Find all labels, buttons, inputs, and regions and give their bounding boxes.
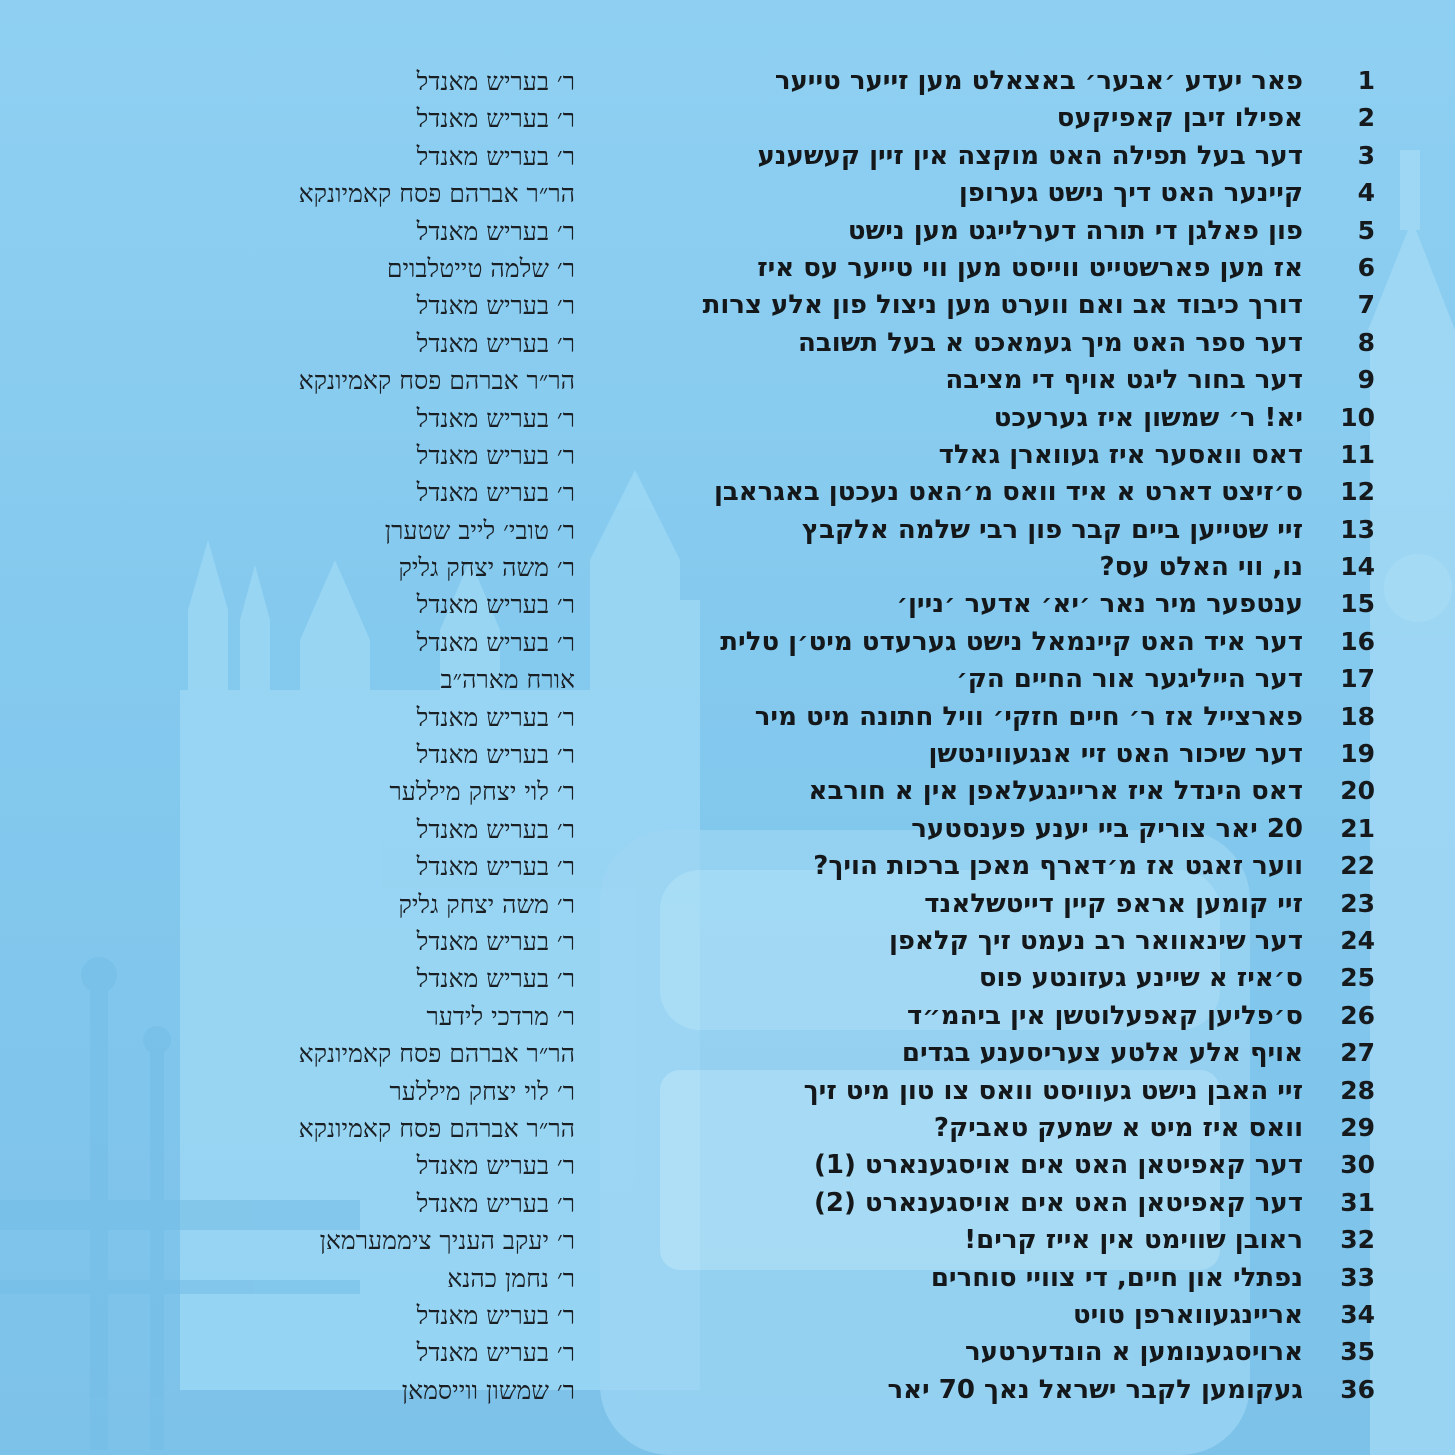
track-artist: ר׳ בעריש מאנדל bbox=[416, 440, 575, 470]
track-title: קיינער האט דיך נישט גערופן bbox=[958, 178, 1303, 209]
track-row bbox=[0, 848, 1455, 885]
track-number: 7 bbox=[1357, 290, 1375, 320]
track-title: ראובן שווימט אין אייז קרים! bbox=[964, 1225, 1303, 1256]
track-artist: אורח מארה״ב bbox=[440, 665, 575, 695]
track-artist: ר׳ בעריש מאנדל bbox=[416, 627, 575, 657]
track-artist: ר׳ נחמן כהנא bbox=[447, 1263, 575, 1293]
track-artist: הר״ר אברהם פסח קאמיונקא bbox=[298, 1113, 575, 1143]
track-title: פאר יעדע ׳אבער׳ באצאלט מען זייער טייער bbox=[774, 66, 1303, 96]
track-title: אריינגעווארפן טויט bbox=[1072, 1299, 1303, 1330]
track-title: ס׳פליען קאפעלוטשן אין ביהמ״ד bbox=[907, 1000, 1303, 1031]
track-artist: ר׳ בעריש מאנדל bbox=[416, 814, 575, 844]
track-artist: ר׳ בעריש מאנדל bbox=[416, 964, 575, 994]
track-artist: ר׳ משה יצחק גליק bbox=[398, 553, 575, 583]
track-row bbox=[0, 1147, 1455, 1184]
track-artist: ר׳ בעריש מאנדל bbox=[416, 1151, 575, 1181]
track-artist: ר׳ טובי׳ לייב שטערן bbox=[384, 515, 575, 545]
track-row bbox=[0, 886, 1455, 923]
track-title: דער שיכור האט זיי אנגעווינטשן bbox=[928, 739, 1303, 770]
track-row bbox=[0, 1334, 1455, 1371]
track-number: 8 bbox=[1357, 327, 1375, 357]
track-artist: ר׳ בעריש מאנדל bbox=[416, 478, 575, 508]
track-number: 33 bbox=[1340, 1262, 1375, 1292]
track-artist: ר׳ בעריש מאנדל bbox=[416, 104, 575, 134]
track-row bbox=[0, 960, 1455, 997]
track-title: פארצייל אז ר׳ חיים חזקי׳ וויל חתונה מיט מיר bbox=[754, 701, 1303, 732]
track-row bbox=[0, 624, 1455, 661]
track-artist: ר׳ מרדכי לידער bbox=[426, 1001, 575, 1031]
track-artist: הר״ר אברהם פסח קאמיונקא bbox=[298, 179, 575, 209]
track-number: 16 bbox=[1340, 626, 1375, 656]
track-artist: ר׳ לוי יצחק מיללער bbox=[389, 777, 575, 807]
track-number: 26 bbox=[1340, 1000, 1375, 1030]
track-artist: ר׳ יעקב העניך ציממערמאן bbox=[319, 1226, 575, 1256]
track-title: אז מען פארשטייט ווייסט מען ווי טייער עס איז bbox=[757, 252, 1303, 283]
track-number: 21 bbox=[1340, 813, 1375, 843]
track-list bbox=[0, 63, 1455, 1409]
track-artist: ר׳ בעריש מאנדל bbox=[416, 291, 575, 321]
track-title: דער הייליגער אור החיים הק׳ bbox=[956, 664, 1303, 695]
track-artist: ר׳ בעריש מאנדל bbox=[416, 1188, 575, 1218]
track-row bbox=[0, 998, 1455, 1035]
track-number: 18 bbox=[1340, 701, 1375, 731]
track-number: 9 bbox=[1357, 365, 1375, 395]
track-artist: ר׳ שלמה טייטלבוים bbox=[386, 253, 575, 283]
track-row bbox=[0, 736, 1455, 773]
track-number: 32 bbox=[1340, 1225, 1375, 1255]
track-title: פון פאלגן די תורה דערלייגט מען נישט bbox=[847, 215, 1303, 246]
track-row bbox=[0, 699, 1455, 736]
track-title: 20 יאר צוריק ביי יענע פענסטער bbox=[911, 813, 1303, 844]
track-row bbox=[0, 400, 1455, 437]
track-number: 30 bbox=[1340, 1150, 1375, 1180]
track-row bbox=[0, 362, 1455, 399]
track-number: 14 bbox=[1340, 552, 1375, 582]
track-artist: ר׳ בעריש מאנדל bbox=[416, 590, 575, 620]
track-title: זיי האבן נישט געוויסט וואס צו טון מיט זיך bbox=[803, 1075, 1303, 1106]
track-title: דער קאפיטאן האט אים אויסגענארט (1) bbox=[814, 1150, 1303, 1181]
track-number: 35 bbox=[1340, 1337, 1375, 1367]
track-number: 12 bbox=[1340, 477, 1375, 507]
track-title: וואס איז מיט א שמעק טאביק? bbox=[933, 1112, 1303, 1143]
track-number: 15 bbox=[1340, 589, 1375, 619]
track-number: 24 bbox=[1340, 925, 1375, 955]
track-artist: ר׳ בעריש מאנדל bbox=[416, 216, 575, 246]
track-number: 2 bbox=[1357, 103, 1375, 133]
track-number: 20 bbox=[1340, 776, 1375, 806]
track-title: דאס הינדל איז אריינגעלאפן אין א חורבא bbox=[808, 776, 1303, 807]
track-number: 17 bbox=[1340, 664, 1375, 694]
track-artist: ר׳ בעריש מאנדל bbox=[416, 67, 575, 96]
track-title: דער קאפיטאן האט אים אויסגענארט (2) bbox=[814, 1187, 1303, 1218]
track-title: ענטפער מיר נאר ׳יא׳ אדער ׳ניין׳ bbox=[896, 589, 1303, 620]
track-title: זיי שטייען ביים קבר פון רבי שלמה אלקבץ bbox=[801, 514, 1303, 545]
track-number: 4 bbox=[1357, 178, 1375, 208]
track-title: דער שינאוואר רב נעמט זיך קלאפן bbox=[888, 925, 1303, 956]
track-number: 28 bbox=[1340, 1075, 1375, 1105]
track-artist: ר׳ בעריש מאנדל bbox=[416, 852, 575, 882]
track-number: 31 bbox=[1340, 1187, 1375, 1217]
track-artist: ר׳ משה יצחק גליק bbox=[398, 889, 575, 919]
track-row bbox=[0, 175, 1455, 212]
track-artist: ר׳ בעריש מאנדל bbox=[416, 1338, 575, 1368]
track-number: 25 bbox=[1340, 963, 1375, 993]
track-row bbox=[0, 1260, 1455, 1297]
track-number: 23 bbox=[1340, 888, 1375, 918]
track-artist: ר׳ בעריש מאנדל bbox=[416, 328, 575, 358]
track-title: ס׳זיצט דארט א איד וואס מ׳האט נעכטן באגראבן bbox=[713, 477, 1303, 508]
track-number: 19 bbox=[1340, 739, 1375, 769]
track-row bbox=[0, 63, 1455, 100]
track-row bbox=[0, 1073, 1455, 1110]
track-artist: ר׳ בעריש מאנדל bbox=[416, 926, 575, 956]
track-artist: הר״ר אברהם פסח קאמיונקא bbox=[298, 1039, 575, 1069]
track-row bbox=[0, 437, 1455, 474]
track-row bbox=[0, 923, 1455, 960]
track-row bbox=[0, 1222, 1455, 1259]
track-artist: ר׳ בעריש מאנדל bbox=[416, 141, 575, 171]
track-row bbox=[0, 661, 1455, 698]
track-title: ס׳איז א שיינע געזונטע פוס bbox=[978, 963, 1303, 994]
track-row bbox=[0, 1372, 1455, 1409]
track-title: נפתלי און חיים, די צוויי סוחרים bbox=[930, 1262, 1303, 1293]
track-title: דאס וואסער איז געווארן גאלד bbox=[938, 439, 1303, 470]
track-row bbox=[0, 138, 1455, 175]
track-title: אויף אלע אלטע צעריסענע בגדים bbox=[901, 1038, 1303, 1069]
track-artist: הר״ר אברהם פסח קאמיונקא bbox=[298, 366, 575, 396]
track-artist: ר׳ בעריש מאנדל bbox=[416, 1300, 575, 1330]
track-row bbox=[0, 1297, 1455, 1334]
track-number: 3 bbox=[1357, 140, 1375, 170]
track-title: ארויסגענומען א הונדערטער bbox=[964, 1337, 1303, 1368]
track-title: דער בחור ליגט אויף די מציבה bbox=[945, 365, 1303, 396]
track-number: 36 bbox=[1340, 1374, 1375, 1404]
track-artist: ר׳ בעריש מאנדל bbox=[416, 702, 575, 732]
track-artist: ר׳ לוי יצחק מיללער bbox=[389, 1076, 575, 1106]
track-number: 27 bbox=[1340, 1038, 1375, 1068]
track-title: דער איד האט קיינמאל נישט גערעדט מיט׳ן טלית bbox=[720, 626, 1303, 657]
track-title: אפילו זיבן קאפיקעס bbox=[1056, 103, 1303, 134]
track-number: 22 bbox=[1340, 851, 1375, 881]
track-row bbox=[0, 549, 1455, 586]
track-row bbox=[0, 811, 1455, 848]
track-title: דער ספר האט מיך געמאכט א בעל תשובה bbox=[798, 327, 1303, 358]
track-title: יא! ר׳ שמשון איז גערעכט bbox=[993, 402, 1303, 433]
track-number: 10 bbox=[1340, 402, 1375, 432]
track-artist: ר׳ בעריש מאנדל bbox=[416, 740, 575, 770]
track-number: 6 bbox=[1357, 252, 1375, 282]
track-row bbox=[0, 213, 1455, 250]
track-title: דער בעל תפילה האט מוקצה אין זיין קעשענע bbox=[757, 140, 1303, 171]
track-title: זיי קומען אראפ קיין דייטשלאנד bbox=[924, 888, 1303, 919]
track-number: 5 bbox=[1357, 215, 1375, 245]
track-number: 34 bbox=[1340, 1299, 1375, 1329]
track-row bbox=[0, 1110, 1455, 1147]
track-row bbox=[0, 1185, 1455, 1222]
track-row bbox=[0, 474, 1455, 511]
track-row bbox=[0, 250, 1455, 287]
track-artist: ר׳ בעריש מאנדל bbox=[416, 403, 575, 433]
track-row bbox=[0, 586, 1455, 623]
track-row bbox=[0, 287, 1455, 324]
track-row bbox=[0, 1035, 1455, 1072]
track-title: געקומען לקבר ישראל נאך 70 יאר bbox=[887, 1374, 1303, 1405]
track-number: 29 bbox=[1340, 1112, 1375, 1142]
track-number: 1 bbox=[1357, 66, 1375, 95]
track-title: דורך כיבוד אב ואם ווערט מען ניצול פון אלע צרות bbox=[702, 290, 1303, 321]
track-row bbox=[0, 512, 1455, 549]
track-row bbox=[0, 325, 1455, 362]
track-row bbox=[0, 100, 1455, 137]
track-row bbox=[0, 773, 1455, 810]
track-title: ווער זאגט אז מ׳דארף מאכן ברכות הויך? bbox=[813, 851, 1303, 882]
track-title: נו, ווי האלט עס? bbox=[1099, 552, 1303, 583]
track-number: 11 bbox=[1340, 439, 1375, 469]
track-artist: ר׳ שמשון ווייסמאן bbox=[401, 1375, 575, 1405]
track-number: 13 bbox=[1340, 514, 1375, 544]
